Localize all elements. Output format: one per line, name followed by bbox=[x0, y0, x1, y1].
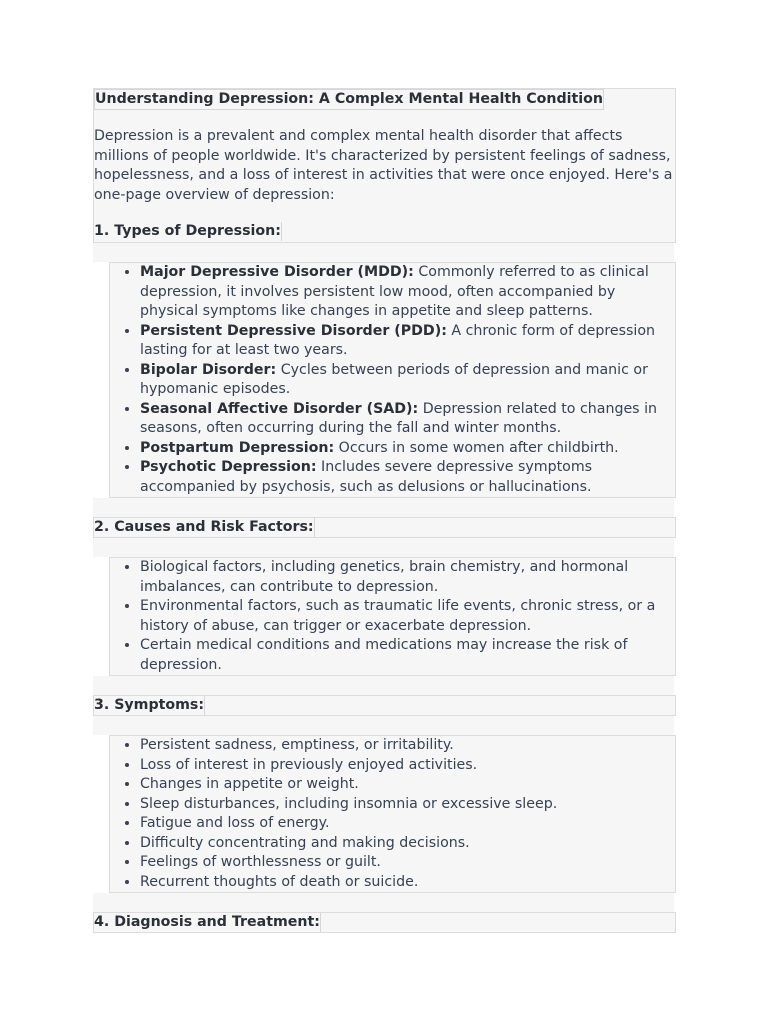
types-list bbox=[110, 263, 675, 497]
spacer bbox=[93, 538, 674, 557]
list-item: • Seasonal Affective Disorder (SAD): Depression related to changes in seasons, often occurring during the fall and winter months. bbox=[140, 400, 675, 439]
spacer bbox=[93, 716, 674, 735]
symptoms-list bbox=[110, 736, 675, 892]
list-item: • Recurrent thoughts of death or suicide. bbox=[140, 873, 675, 893]
section-heading-symptoms: 3. Symptoms: bbox=[94, 697, 205, 713]
list-item: • Biological factors, including genetics, brain chemistry, and hormonal imbalances, can contribute to depression. bbox=[140, 558, 675, 597]
spacer bbox=[93, 243, 674, 262]
page-title: Understanding Depression: A Complex Mental Health Condition bbox=[94, 89, 604, 110]
section-heading-causes: 2. Causes and Risk Factors: bbox=[94, 519, 314, 535]
spacer bbox=[93, 498, 674, 517]
list-item: • Difficulty concentrating and making decisions. bbox=[140, 834, 675, 854]
list-item: • Environmental factors, such as traumatic life events, chronic stress, or a history of abuse, can trigger or exacerbate depression. bbox=[140, 597, 675, 636]
spacer bbox=[93, 893, 674, 912]
intro-block bbox=[93, 88, 676, 243]
spacer bbox=[93, 676, 674, 695]
list-item: • Major Depressive Disorder (MDD): Commonly referred to as clinical depression, it involves persistent low mood, often accompanied by physical symptoms like changes in appetite and sleep patterns. bbox=[140, 263, 675, 322]
list-item: • Psychotic Depression: Includes severe depressive symptoms accompanied by psychosis, such as delusions or hallucinations. bbox=[140, 458, 675, 497]
causes-list-block bbox=[109, 557, 676, 676]
section-heading-types: 1. Types of Depression: bbox=[94, 223, 281, 239]
list-item: • Fatigue and loss of energy. bbox=[140, 814, 675, 834]
section-heading-diagnosis: 4. Diagnosis and Treatment: bbox=[94, 914, 320, 930]
list-item: • Persistent Depressive Disorder (PDD): A chronic form of depression lasting for at least two years. bbox=[140, 322, 675, 361]
diagnosis-heading-block bbox=[93, 912, 676, 933]
list-item: • Changes in appetite or weight. bbox=[140, 775, 675, 795]
list-item: • Bipolar Disorder: Cycles between periods of depression and manic or hypomanic episodes. bbox=[140, 361, 675, 400]
list-item: • Loss of interest in previously enjoyed activities. bbox=[140, 756, 675, 776]
types-list-block bbox=[109, 262, 676, 498]
symptoms-heading-block bbox=[93, 695, 676, 716]
list-item: • Feelings of worthlessness or guilt. bbox=[140, 853, 675, 873]
list-item: • Certain medical conditions and medications may increase the risk of depression. bbox=[140, 636, 675, 675]
symptoms-list-block bbox=[109, 735, 676, 893]
list-item: • Postpartum Depression: Occurs in some women after childbirth. bbox=[140, 439, 675, 459]
causes-heading-block bbox=[93, 517, 676, 538]
causes-list bbox=[110, 558, 675, 675]
list-item: • Persistent sadness, emptiness, or irritability. bbox=[140, 736, 675, 756]
document-page bbox=[93, 88, 676, 933]
intro-paragraph: Depression is a prevalent and complex mental health disorder that affects millions of people worldwide. It's characterized by persistent feelings of sadness, hopelessness, and a loss of interest in activities that were once enjoyed. Here's a one-page overview of depression: bbox=[94, 128, 673, 203]
list-item: • Sleep disturbances, including insomnia or excessive sleep. bbox=[140, 795, 675, 815]
